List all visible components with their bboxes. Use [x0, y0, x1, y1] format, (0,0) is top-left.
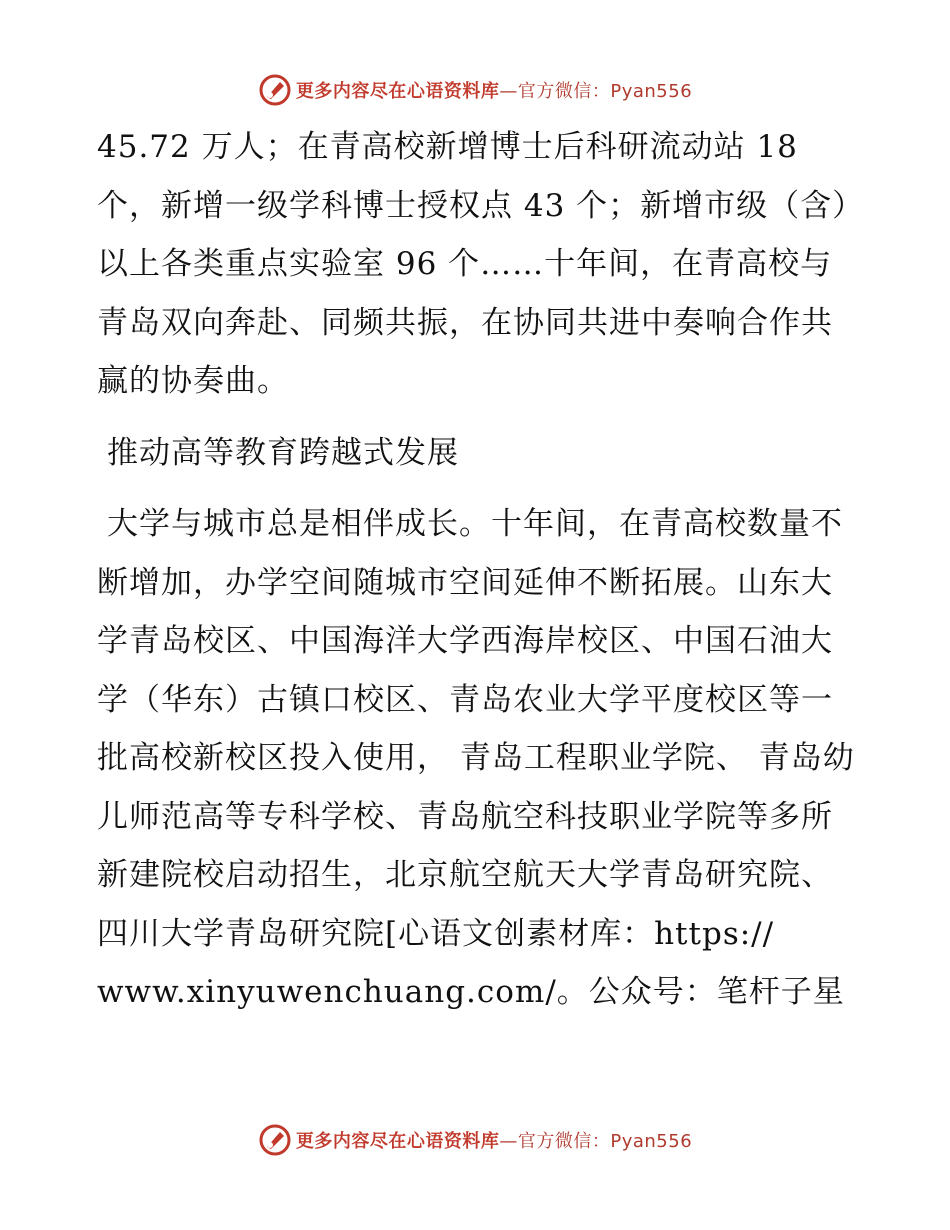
banner-official-text: —官方微信：Pyan556	[499, 81, 693, 102]
brand-logo-icon	[258, 73, 292, 107]
banner-brand-text: 更多内容尽在心语资料库	[295, 1131, 500, 1152]
paragraph-university-growth: 大学与城市总是相伴成长。十年间，在青高校数量不断增加，办学空间随城市空间延伸不断拓展。山东大学青岛校区、中国海洋大学西海岸校区、中国石油大学（华东）古镇口校区、青岛农业大学平度校区等一批高校新校区投入使用， 青岛工程职业学院、 青岛幼儿师范高等专科学校、青岛航空科技职业学院等多所新建院校启动招生，北京航空航天大学青岛研究院、四川大学青岛研究院[心语文创素材库：https://	[97, 506, 855, 952]
section-heading: 推动高等教育跨越式发展	[107, 434, 459, 471]
paragraph-continued: 45.72 万人；在青高校新增博士后科研流动站 18 个，新增一级学科博士授权点 43 个；新增市级（含）以上各类重点实验室 96 个……十年间，在青高校与青岛双向奔赴、同频共振，在协同共进中奏响合作共赢的协奏曲。	[97, 129, 849, 399]
banner-official-text: —官方微信：Pyan556	[499, 1131, 693, 1152]
paragraph-website-line: www.xinyuwenchuang.com/。公众号：笔杆子星	[97, 974, 845, 1010]
banner-brand-text: 更多内容尽在心语资料库	[295, 81, 500, 102]
header-watermark-banner	[0, 70, 950, 110]
brand-logo-icon	[258, 1123, 292, 1157]
article-body	[97, 118, 857, 1022]
footer-watermark-banner	[0, 1120, 950, 1160]
